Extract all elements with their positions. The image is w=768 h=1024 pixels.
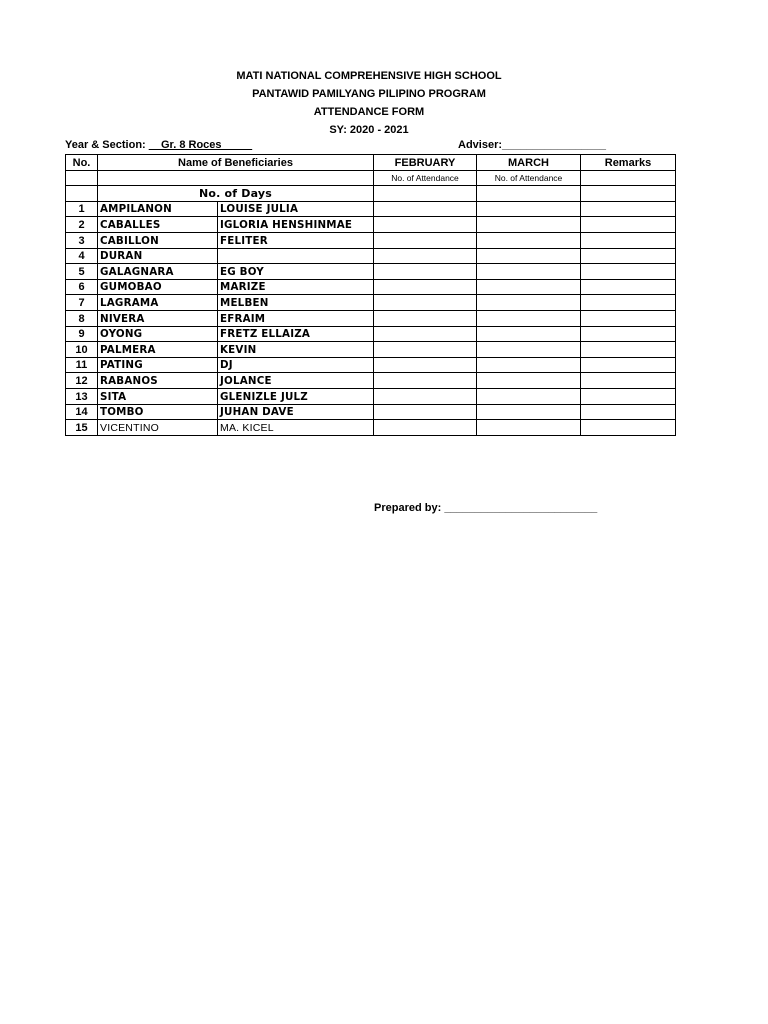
- last-name: RABANOS: [98, 373, 218, 389]
- cell: [66, 186, 98, 202]
- row-number: 12: [66, 373, 98, 389]
- february-attendance: [374, 420, 477, 436]
- last-name: AMPILANON: [98, 201, 218, 217]
- february-attendance: [374, 248, 477, 264]
- cell: [581, 170, 676, 186]
- row-number: 1: [66, 201, 98, 217]
- february-attendance: [374, 232, 477, 248]
- february-attendance: [374, 295, 477, 311]
- remarks: [581, 420, 676, 436]
- first-name: MA. KICEL: [218, 420, 374, 436]
- remarks: [581, 404, 676, 420]
- cell: [477, 186, 581, 202]
- remarks: [581, 279, 676, 295]
- remarks: [581, 248, 676, 264]
- table-row: [66, 232, 676, 248]
- sub-february: No. of Attendance: [374, 170, 477, 186]
- first-name: FRETZ ELLAIZA: [218, 326, 374, 342]
- remarks: [581, 342, 676, 358]
- last-name: PATING: [98, 357, 218, 373]
- remarks: [581, 201, 676, 217]
- table-row: [66, 295, 676, 311]
- adviser: [458, 139, 606, 151]
- table-row: [66, 248, 676, 264]
- february-attendance: [374, 279, 477, 295]
- march-attendance: [477, 404, 581, 420]
- first-name: EFRAIM: [218, 310, 374, 326]
- row-number: 11: [66, 357, 98, 373]
- march-attendance: [477, 310, 581, 326]
- february-attendance: [374, 201, 477, 217]
- cell: [374, 186, 477, 202]
- year-section: [65, 139, 252, 151]
- cell: [581, 186, 676, 202]
- last-name: SITA: [98, 388, 218, 404]
- row-number: 8: [66, 310, 98, 326]
- last-name: NIVERA: [98, 310, 218, 326]
- last-name: DURAN: [98, 248, 218, 264]
- form-title: ATTENDANCE FORM: [313, 106, 425, 118]
- february-attendance: [374, 310, 477, 326]
- first-name: GLENIZLE JULZ: [218, 388, 374, 404]
- first-name: KEVIN: [218, 342, 374, 358]
- last-name: GUMOBAO: [98, 279, 218, 295]
- february-attendance: [374, 373, 477, 389]
- last-name: OYONG: [98, 326, 218, 342]
- remarks: [581, 264, 676, 280]
- table-row: [66, 217, 676, 233]
- adviser-label: Adviser:: [458, 139, 503, 151]
- cell: [66, 170, 98, 186]
- table-row: [66, 342, 676, 358]
- first-name: FELITER: [218, 232, 374, 248]
- school-year: SY: 2020 - 2021: [329, 124, 409, 136]
- table-row: [66, 373, 676, 389]
- last-name: TOMBO: [98, 404, 218, 420]
- year-section-label: Year & Section:: [65, 139, 146, 151]
- first-name: [218, 248, 374, 264]
- year-section-value: __Gr. 8 Roces_____: [148, 139, 253, 151]
- table-row: [66, 279, 676, 295]
- last-name: GALAGNARA: [98, 264, 218, 280]
- table-row: [66, 404, 676, 420]
- march-attendance: [477, 388, 581, 404]
- table-row: [66, 201, 676, 217]
- table-row: [66, 326, 676, 342]
- february-attendance: [374, 264, 477, 280]
- program-name: PANTAWID PAMILYANG PILIPINO PROGRAM: [252, 88, 486, 100]
- first-name: DJ: [218, 357, 374, 373]
- prepared-line: _________________________: [444, 502, 598, 514]
- march-attendance: [477, 217, 581, 233]
- march-attendance: [477, 373, 581, 389]
- february-attendance: [374, 217, 477, 233]
- cell: [98, 170, 374, 186]
- days-row: [66, 186, 676, 202]
- last-name: VICENTINO: [98, 420, 218, 436]
- first-name: MARIZE: [218, 279, 374, 295]
- march-attendance: [477, 357, 581, 373]
- last-name: CABILLON: [98, 232, 218, 248]
- february-attendance: [374, 326, 477, 342]
- sub-march: No. of Attendance: [477, 170, 581, 186]
- col-february-header: FEBRUARY: [374, 155, 477, 171]
- table-row: [66, 357, 676, 373]
- prepared-label: Prepared by:: [374, 502, 442, 514]
- table-row: [66, 388, 676, 404]
- remarks: [581, 373, 676, 389]
- table-row: [66, 264, 676, 280]
- row-number: 9: [66, 326, 98, 342]
- first-name: JOLANCE: [218, 373, 374, 389]
- march-attendance: [477, 248, 581, 264]
- march-attendance: [477, 342, 581, 358]
- col-no-header: No.: [66, 155, 98, 171]
- row-number: 10: [66, 342, 98, 358]
- first-name: IGLORIA HENSHINMAE: [218, 217, 374, 233]
- row-number: 6: [66, 279, 98, 295]
- row-number: 5: [66, 264, 98, 280]
- last-name: PALMERA: [98, 342, 218, 358]
- row-number: 7: [66, 295, 98, 311]
- remarks: [581, 388, 676, 404]
- first-name: EG BOY: [218, 264, 374, 280]
- row-number: 15: [66, 420, 98, 436]
- row-number: 3: [66, 232, 98, 248]
- row-number: 13: [66, 388, 98, 404]
- table-row: [66, 310, 676, 326]
- row-number: 14: [66, 404, 98, 420]
- remarks: [581, 295, 676, 311]
- subheader-row: [66, 170, 676, 186]
- first-name: MELBEN: [218, 295, 374, 311]
- school-name: MATI NATIONAL COMPREHENSIVE HIGH SCHOOL: [236, 70, 502, 82]
- last-name: LAGRAMA: [98, 295, 218, 311]
- col-name-header: Name of Beneficiaries: [98, 155, 374, 171]
- remarks: [581, 232, 676, 248]
- adviser-value: _________________: [502, 139, 607, 151]
- attendance-table: [65, 154, 676, 436]
- february-attendance: [374, 357, 477, 373]
- february-attendance: [374, 404, 477, 420]
- march-attendance: [477, 420, 581, 436]
- col-march-header: MARCH: [477, 155, 581, 171]
- february-attendance: [374, 342, 477, 358]
- first-name: JUHAN DAVE: [218, 404, 374, 420]
- remarks: [581, 310, 676, 326]
- row-number: 2: [66, 217, 98, 233]
- first-name: LOUISE JULIA: [218, 201, 374, 217]
- february-attendance: [374, 388, 477, 404]
- row-number: 4: [66, 248, 98, 264]
- remarks: [581, 326, 676, 342]
- table-row: [66, 420, 676, 436]
- days-label: No. of Days: [98, 186, 374, 202]
- header-row: [66, 155, 676, 171]
- march-attendance: [477, 326, 581, 342]
- col-remarks-header: Remarks: [581, 155, 676, 171]
- last-name: CABALLES: [98, 217, 218, 233]
- march-attendance: [477, 279, 581, 295]
- march-attendance: [477, 232, 581, 248]
- march-attendance: [477, 264, 581, 280]
- march-attendance: [477, 295, 581, 311]
- remarks: [581, 217, 676, 233]
- prepared-by: [374, 502, 597, 514]
- remarks: [581, 357, 676, 373]
- march-attendance: [477, 201, 581, 217]
